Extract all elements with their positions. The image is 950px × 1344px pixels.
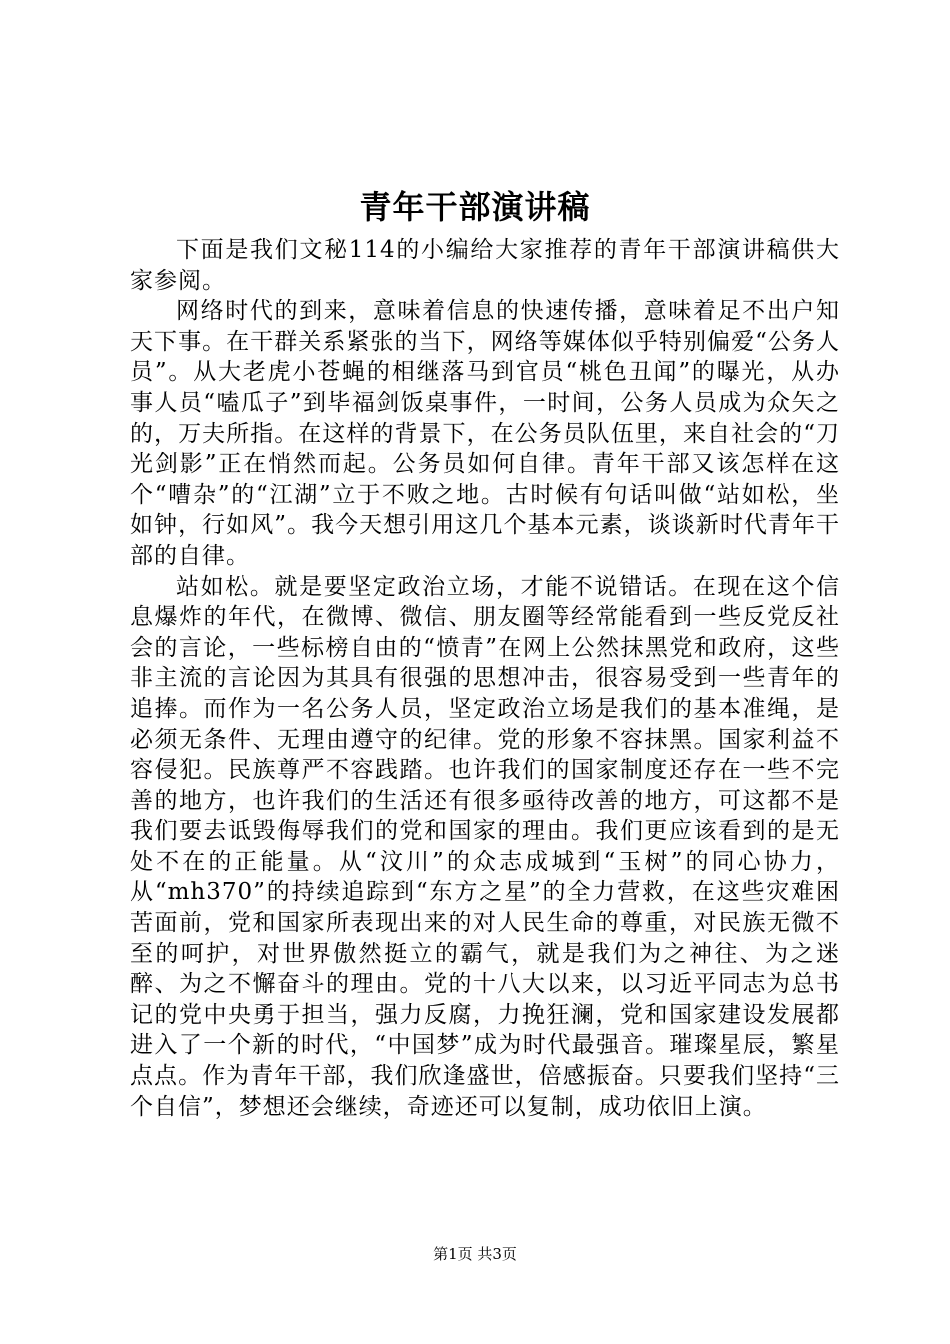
paragraph-background: 网络时代的到来，意味着信息的快速传播，意味着足不出户知天下事。在干群关系紧张的当下，网络等媒体似乎特别偏爱“公务人员”。从大老虎小苍蝇的相继落马到官员“桃色丑闻”的曝光，从办事人员“嗑瓜子”到毕福剑饭桌事件，一时间，公务人员成为众矢之的，万夫所指。在这样的背景下，在公务员队伍里，来自社会的“刀光剑影”正在悄然而起。公务员如何自律。青年干部又该怎样在这个“嘈杂”的“江湖”立于不败之地。古时候有句话叫做“站如松，坐如钟，行如风”。我今天想引用这几个基本元素，谈谈新时代青年干部的自律。	[130, 298, 840, 569]
paragraph-stand-like-pine: 站如松。就是要坚定政治立场，才能不说错话。在现在这个信息爆炸的年代，在微博、微信、朋友圈等经常能看到一些反党反社会的言论，一些标榜自由的“愤青”在网上公然抹黑党和政府，这些非主流的言论因为其具有很强的思想冲击，很容易受到一些青年的追捧。而作为一名公务人员，坚定政治立场是我们的基本准绳，是必须无条件、无理由遵守的纪律。党的形象不容抹黑。国家利益不容侵犯。民族尊严不容践踏。也许我们的国家制度还存在一些不完善的地方，也许我们的生活还有很多亟待改善的地方，可这都不是我们要去诋毁侮辱我们的党和国家的理由。我们更应该看到的是无处不在的正能量。从“汶川”的众志成城到“玉树”的同心协力，从“mh370”的持续追踪到“东方之星”的全力营救，在这些灾难困苦面前，党和国家所表现出来的对人民生命的尊重，对民族无微不至的呵护，对世界傲然挺立的霸气，就是我们为之神往、为之迷醉、为之不懈奋斗的理由。党的十八大以来，以习近平同志为总书记的党中央勇于担当，强力反腐，力挽狂澜，党和国家建设发展都进入了一个新的时代，“中国梦”成为时代最强音。璀璨星辰，繁星点点。作为青年干部，我们欣逢盛世，倍感振奋。只要我们坚持“三个自信”，梦想还会继续，奇迹还可以复制，成功依旧上演。	[130, 573, 840, 1120]
paragraph-intro: 下面是我们文秘114的小编给大家推荐的青年干部演讲稿供大家参阅。	[130, 237, 840, 294]
document-body	[130, 235, 840, 1122]
document-title: 青年干部演讲稿	[359, 188, 591, 226]
page-footer: 第1页 共3页	[433, 1245, 517, 1263]
